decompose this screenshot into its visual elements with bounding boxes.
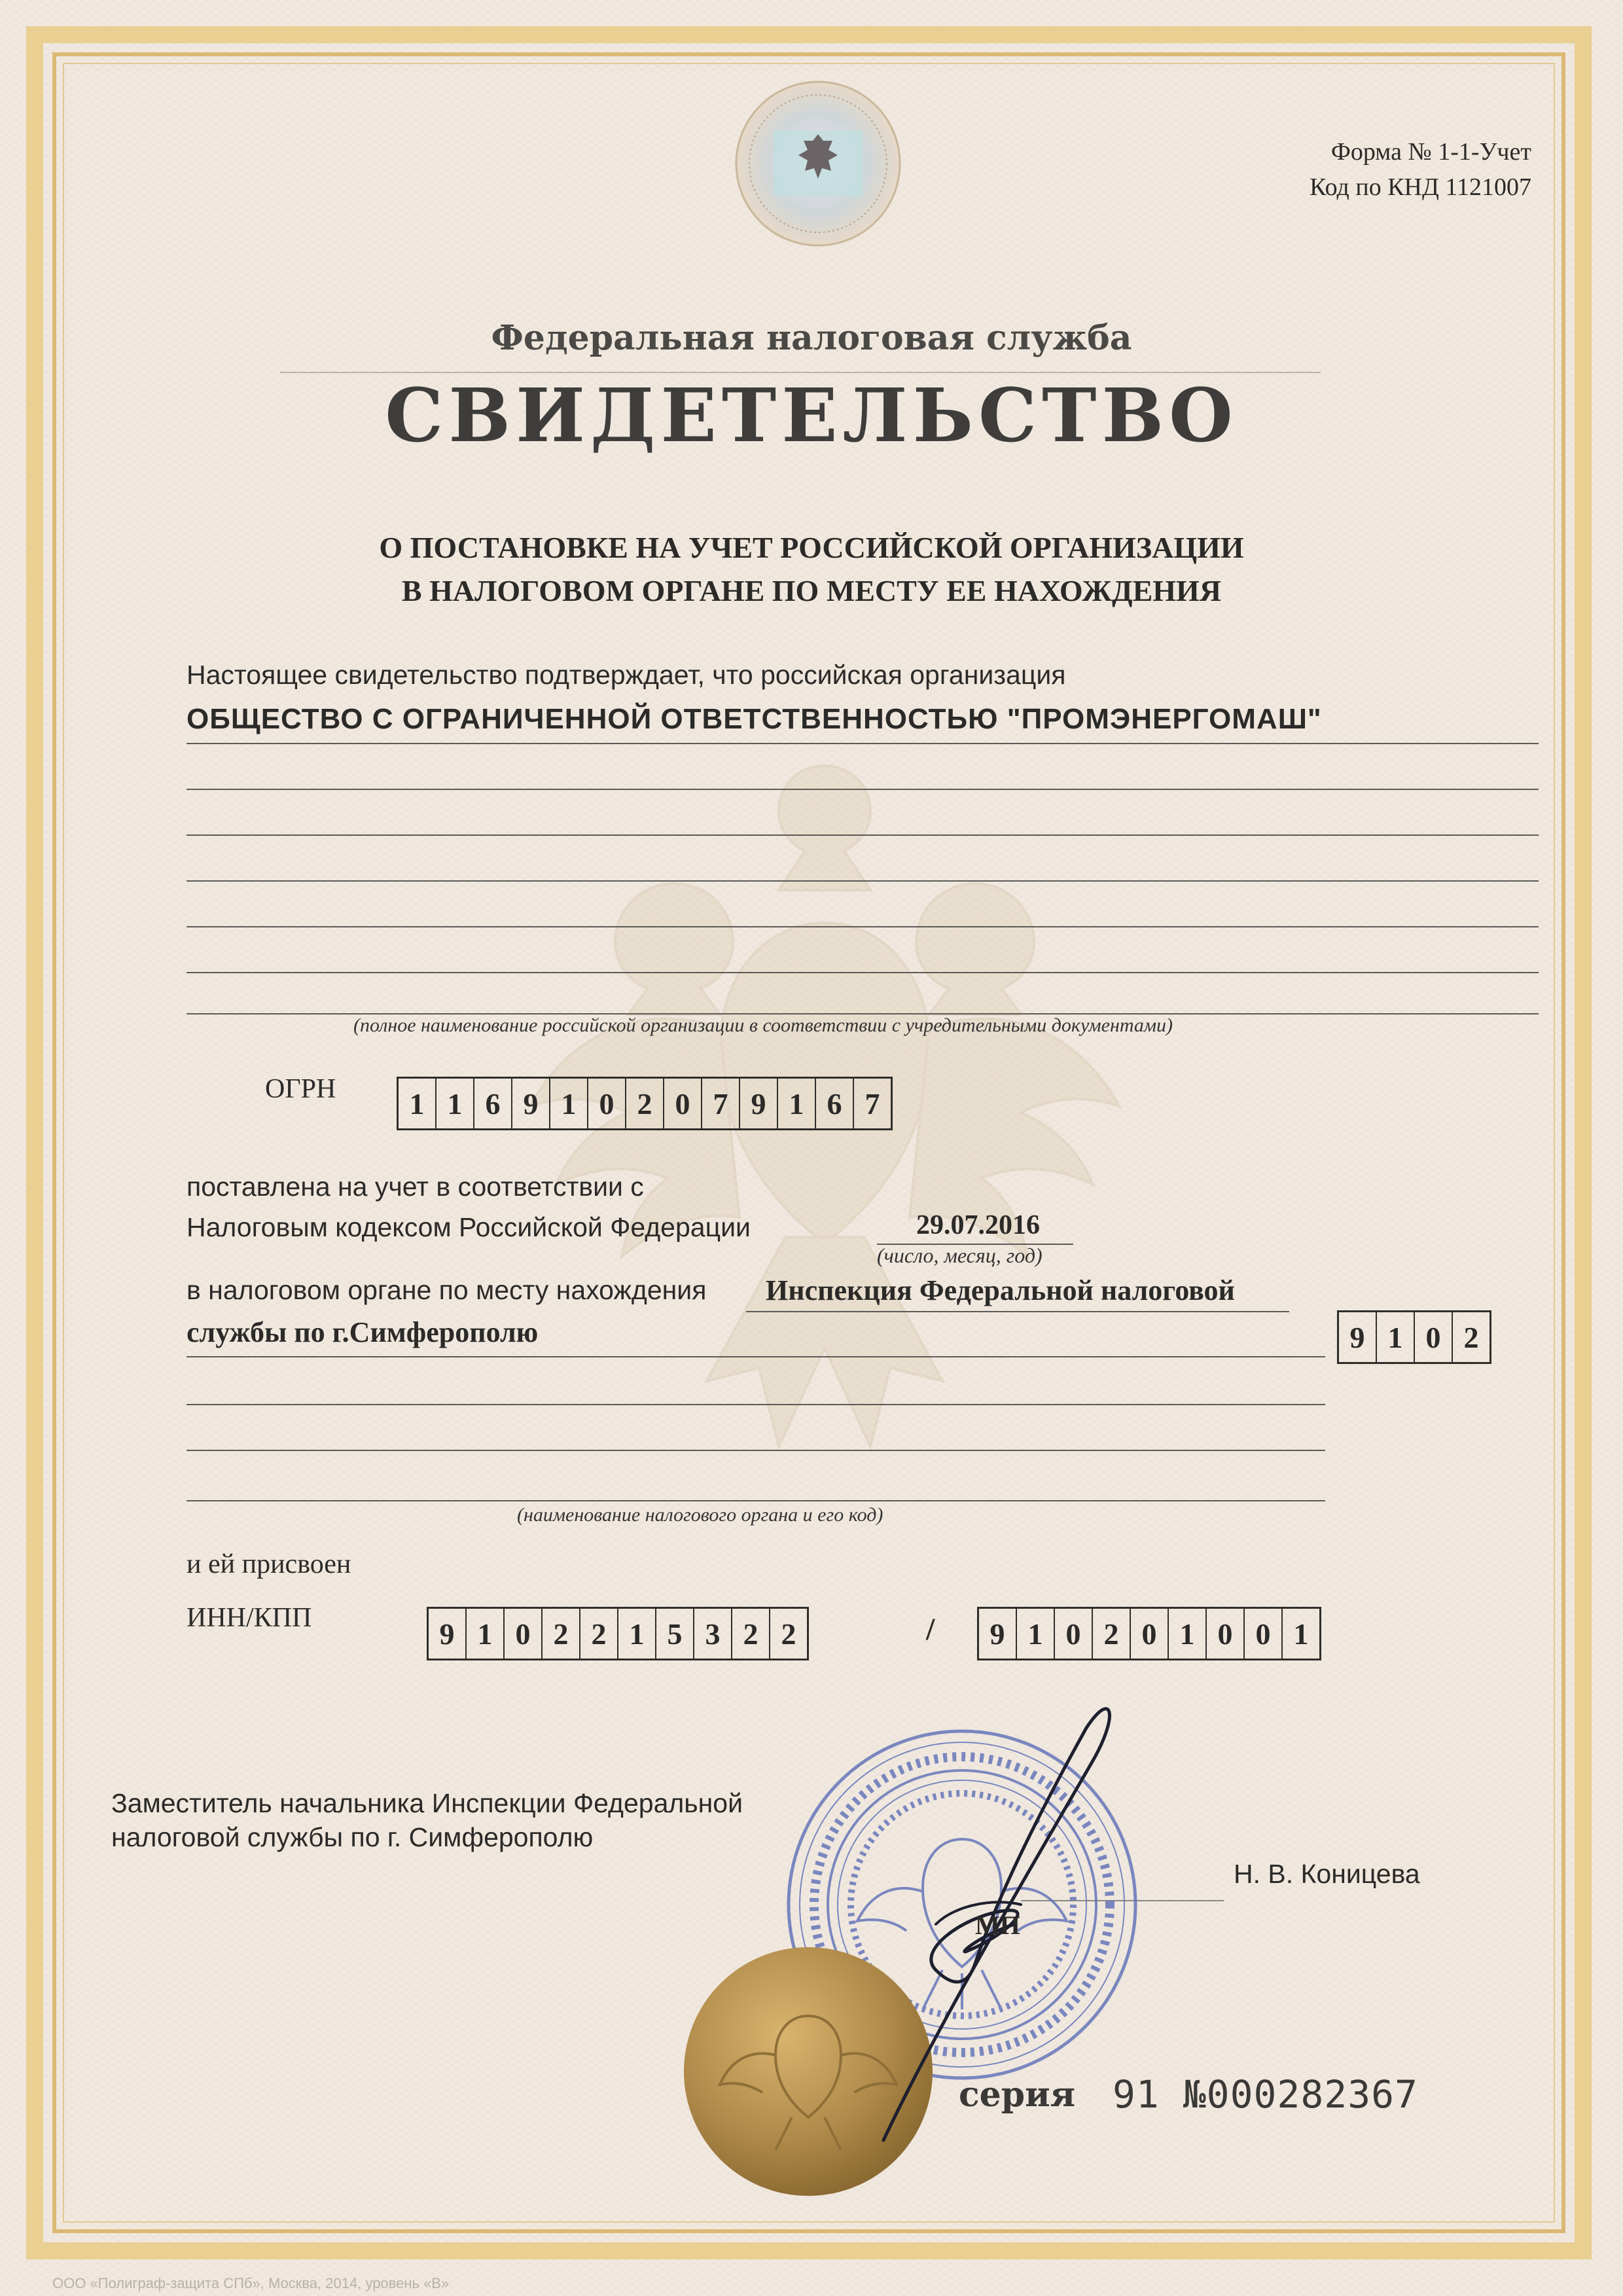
knd-code: Код по КНД 1121007	[1310, 173, 1531, 201]
inn-kpp-separator: /	[926, 1612, 935, 1647]
tax-authority-line-2	[187, 1356, 1325, 1357]
inn-digit: 1	[618, 1609, 656, 1659]
kpp-digits	[977, 1607, 1321, 1660]
kpp-digit: 1	[1017, 1609, 1055, 1659]
tax-authority-line-3	[187, 1404, 1325, 1405]
ogrn-label: ОГРН	[265, 1074, 336, 1104]
kpp-digit: 1	[1169, 1609, 1207, 1659]
tax-code-digit: 9	[1339, 1312, 1377, 1362]
inn-digit: 5	[656, 1609, 694, 1659]
kpp-digit: 1	[1293, 1617, 1309, 1651]
tax-authority-prefix: в налоговом органе по месту нахождения	[187, 1275, 707, 1305]
inn-digit: 2	[543, 1609, 580, 1659]
registration-line-1: поставлена на учет в соответствии с	[187, 1172, 644, 1202]
tax-authority-line-1	[746, 1311, 1289, 1312]
ogrn-digit: 0	[664, 1079, 702, 1128]
inn-digit: 0	[505, 1609, 543, 1659]
ogrn-digit: 7	[865, 1086, 880, 1121]
signatory-position-2: налоговой службы по г. Симферополю	[111, 1822, 594, 1852]
form-number: Форма № 1-1-Учет	[1330, 138, 1531, 166]
intro-text: Настоящее свидетельство подтверждает, что российская организация	[187, 660, 1066, 690]
document-subtitle	[0, 526, 1623, 613]
org-name-line-5	[187, 926, 1539, 927]
inn-digit: 9	[429, 1609, 467, 1659]
registration-date: 29.07.2016	[916, 1210, 1040, 1240]
org-name-line-6	[187, 972, 1539, 973]
ogrn-digit: 1	[399, 1079, 437, 1128]
series-label: серия	[959, 2075, 1076, 2115]
kpp-digit: 0	[1207, 1609, 1245, 1659]
kpp-digit: 0	[1131, 1609, 1169, 1659]
inn-digit: 3	[694, 1609, 732, 1659]
subtitle-line-1: О ПОСТАНОВКЕ НА УЧЕТ РОССИЙСКОЙ ОРГАНИЗАЦИИ	[379, 531, 1244, 564]
ogrn-digit: 9	[512, 1079, 550, 1128]
stamp-label: МП	[975, 1910, 1020, 1940]
inn-kpp-label: ИНН/КПП	[187, 1603, 312, 1633]
inn-digit: 2	[580, 1609, 618, 1659]
agency-name: Федеральная налоговая служба	[491, 318, 1132, 358]
ogrn-digit: 6	[474, 1079, 512, 1128]
document-title: СВИДЕТЕЛЬСТВО	[385, 373, 1238, 459]
tax-code-digit: 1	[1377, 1312, 1415, 1362]
signatory-position-1: Заместитель начальника Инспекции Федеральной	[111, 1788, 743, 1818]
kpp-digit: 2	[1093, 1609, 1131, 1659]
hologram-emblem-icon	[733, 79, 903, 249]
tax-code-digit: 2	[1463, 1320, 1479, 1354]
tax-authority-line-5	[187, 1500, 1325, 1501]
ogrn-digit: 6	[816, 1079, 854, 1128]
org-name-line-4	[187, 880, 1539, 882]
org-name-line-3	[187, 834, 1539, 836]
tax-authority-name-2: службы по г.Симферополю	[187, 1316, 539, 1348]
tax-authority-code-digits	[1337, 1310, 1491, 1364]
inn-digit: 2	[732, 1609, 770, 1659]
org-name-line-2	[187, 789, 1539, 790]
inn-digit: 1	[467, 1609, 505, 1659]
ogrn-digits	[397, 1077, 893, 1130]
series-number: 91 №000282367	[1113, 2072, 1418, 2117]
signatory-name: Н. В. Коницева	[1234, 1859, 1420, 1889]
ogrn-digit: 1	[778, 1079, 816, 1128]
inn-digit: 2	[781, 1617, 796, 1651]
ogrn-digit: 7	[702, 1079, 740, 1128]
inn-digits	[427, 1607, 809, 1660]
tax-authority-caption: (наименование налогового органа и его код)	[517, 1504, 883, 1526]
kpp-digit: 0	[1055, 1609, 1093, 1659]
organization-name: ОБЩЕСТВО С ОГРАНИЧЕННОЙ ОТВЕТСТВЕННОСТЬЮ "ПРОМЭНЕРГОМАШ"	[187, 703, 1322, 735]
ogrn-digit: 2	[626, 1079, 664, 1128]
ogrn-digit: 0	[588, 1079, 626, 1128]
kpp-digit: 0	[1245, 1609, 1283, 1659]
ogrn-digit: 1	[437, 1079, 474, 1128]
printer-note: ООО «Полиграф-защита СПб», Москва, 2014, уровень «В»	[52, 2275, 450, 2291]
tax-code-digit: 0	[1415, 1312, 1453, 1362]
date-caption: (число, месяц, год)	[877, 1244, 1043, 1267]
ogrn-digit: 1	[550, 1079, 588, 1128]
registration-line-2: Налоговым кодексом Российской Федерации	[187, 1212, 751, 1242]
org-name-line-1	[187, 743, 1539, 744]
ogrn-digit: 9	[740, 1079, 778, 1128]
tax-authority-name-1: Инспекция Федеральной налоговой	[766, 1274, 1235, 1306]
tax-authority-line-4	[187, 1450, 1325, 1451]
organization-caption: (полное наименование российской организации в соответствии с учредительными документами)	[353, 1014, 1173, 1036]
subtitle-line-2: В НАЛОГОВОМ ОРГАНЕ ПО МЕСТУ ЕЕ НАХОЖДЕНИЯ	[401, 574, 1222, 607]
kpp-digit: 9	[979, 1609, 1017, 1659]
assigned-label: и ей присвоен	[187, 1549, 351, 1579]
form-info	[1113, 134, 1531, 205]
